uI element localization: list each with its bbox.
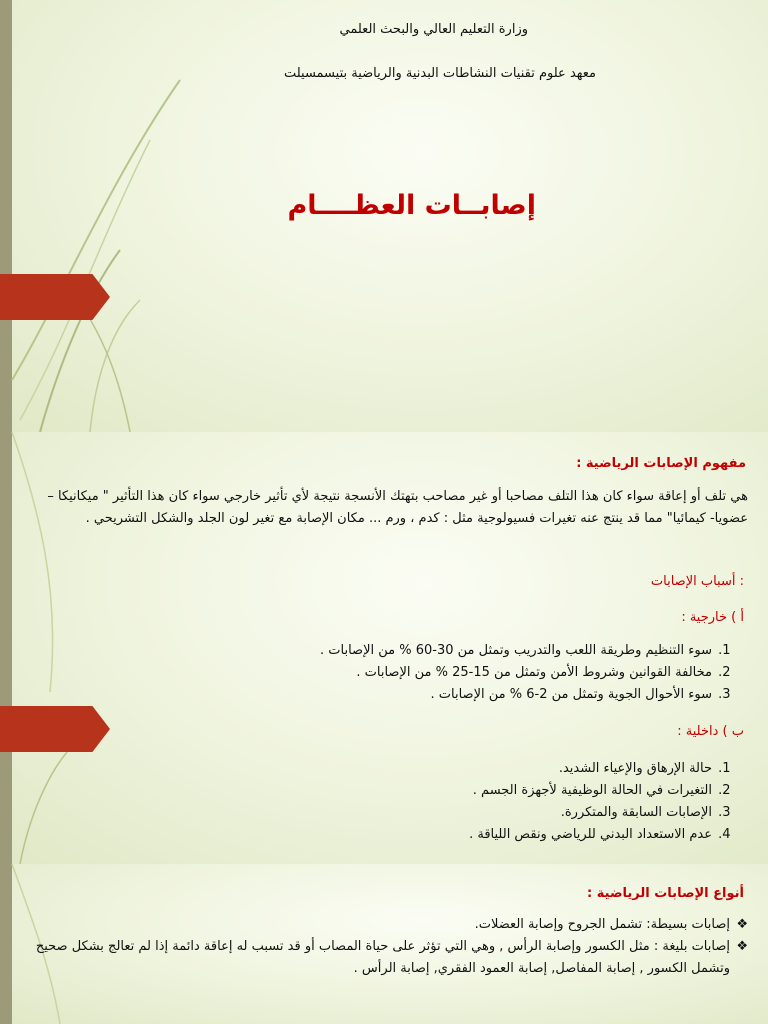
slide-concepts bbox=[0, 432, 768, 864]
diamond-bullet-icon: ❖ bbox=[736, 939, 748, 954]
diamond-bullet-icon: ❖ bbox=[736, 917, 748, 932]
concept-heading: مفهوم الإصابات الرياضية : bbox=[576, 456, 746, 471]
page-title: إصابــات العظــــام bbox=[287, 190, 536, 221]
causes-heading: : أسباب الإصابات bbox=[650, 574, 744, 589]
injury-types-list bbox=[32, 914, 748, 980]
types-heading: أنواع الإصابات الرياضية : bbox=[587, 886, 744, 901]
internal-causes-list bbox=[469, 758, 736, 846]
list-item bbox=[32, 914, 748, 936]
arrow-tab bbox=[0, 274, 110, 320]
list-item: 2. التغيرات في الحالة الوظيفية لأجهزة الجسم . bbox=[469, 780, 714, 802]
slide-title bbox=[0, 0, 768, 432]
list-item bbox=[32, 936, 748, 980]
institute-name: معهد علوم تقنيات النشاطات البدنية والرياضية بتيسمسيلت bbox=[283, 66, 596, 81]
decorative-curves bbox=[0, 0, 240, 432]
external-causes-list bbox=[320, 640, 736, 706]
slide-injury-types bbox=[0, 864, 768, 1024]
internal-causes-heading: ب ) داخلية : bbox=[677, 724, 744, 739]
list-item: 4. عدم الاستعداد البدني للرياضي ونقص اللياقة . bbox=[469, 824, 714, 846]
list-item-text: إصابات بليغة : مثل الكسور وإصابة الرأس , وهي التي تؤثر على حياة المصاب أو قد تسبب له إعاقة دائمة إذا لم تعالج بشكل صحيح وتشمل الكسور , إصابة المفاصل, إصابة العمود الفقري, إصابة الرأس . bbox=[35, 939, 730, 976]
list-item: 1. حالة الإرهاق والإعياء الشديد. bbox=[469, 758, 714, 780]
external-causes-heading: أ ) خارجية : bbox=[681, 610, 744, 625]
list-item: 1. سوء التنظيم وطريقة اللعب والتدريب وتمثل من 30-60 % من الإصابات . bbox=[320, 640, 714, 662]
list-item: 2. مخالفة القوانين وشروط الأمن وتمثل من 15-25 % من الإصابات . bbox=[320, 662, 714, 684]
ministry-name: وزارة التعليم العالي والبحث العلمي bbox=[339, 22, 528, 37]
arrow-tab bbox=[0, 706, 110, 752]
list-item: 3. سوء الأحوال الجوية وتمثل من 2-6 % من الإصابات . bbox=[320, 684, 714, 706]
list-item: 3. الإصابات السابقة والمتكررة. bbox=[469, 802, 714, 824]
list-item-text: إصابات بسيطة: تشمل الجروح وإصابة العضلات. bbox=[474, 917, 730, 932]
concept-paragraph: هي تلف أو إعاقة سواء كان هذا التلف مصاحبا أو غير مصاحب بتهتك الأنسجة نتيجة لأي تأثير خارجي سواء كان هذا التأثير " ميكانيكا – عضويا- كيمائيا" مما قد ينتج عنه تغيرات فسيولوجية مثل : كدم ، ورم ... مكان الإصابة مع تغير لون الجلد والشكل التشريحي . bbox=[47, 489, 748, 526]
